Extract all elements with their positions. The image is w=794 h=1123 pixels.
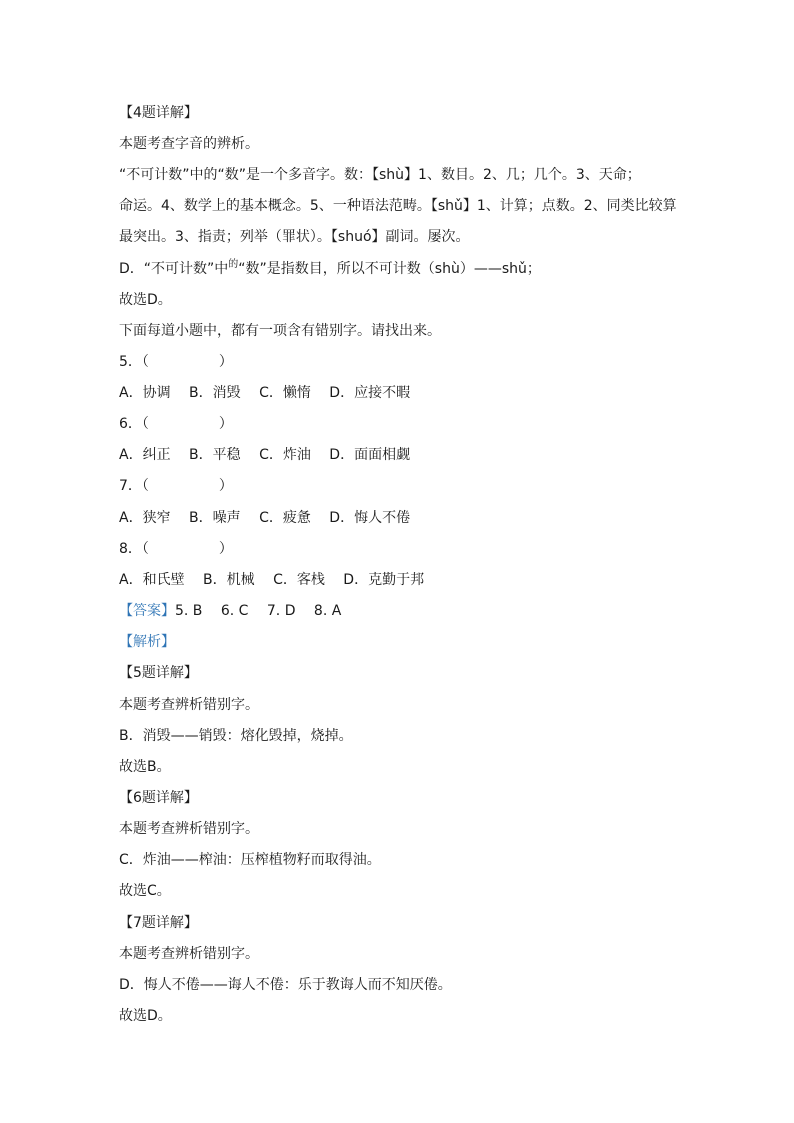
q7-explanation: D．悔人不倦——诲人不倦：乐于教诲人而不知厌倦。 — [119, 977, 452, 993]
q4-explanation-line-1: “不可计数”中的“数”是一个多音字。数：【shù】1、数目。2、几；几个。3、天命； — [119, 167, 641, 183]
q6-answer: 故选C。 — [119, 883, 171, 899]
q7-header: 【7题详解】 — [119, 915, 198, 931]
q5-intro: 本题考查辨析错别字。 — [119, 697, 259, 713]
question-5: 5．（ ） — [119, 354, 233, 370]
answer-line — [119, 602, 341, 620]
q6-explanation: C．炸油——榨油：压榨植物籽而取得油。 — [119, 852, 381, 868]
q4-header: 【4题详解】 — [119, 105, 198, 121]
analysis-label: 【解析】 — [119, 634, 175, 650]
q4-intro: 本题考查字音的辨析。 — [119, 136, 259, 152]
q4-line4-part-b: “数”是指数目，所以不可计数（shù）——shǔ； — [238, 261, 541, 277]
question-7-options: A．狭窄 B．噪声 C．疲惫 D．悔人不倦 — [119, 510, 411, 526]
q5-header: 【5题详解】 — [119, 665, 198, 681]
q4-explanation-line-3: 最突出。3、指责；列举（罪状）。【shuó】副词。屡次。 — [119, 229, 470, 245]
q5-answer: 故选B。 — [119, 759, 171, 775]
q7-intro: 本题考查辨析错别字。 — [119, 946, 259, 962]
answer-values: 5. B 6. C 7. D 8. A — [175, 603, 342, 619]
q7-answer: 故选D。 — [119, 1008, 172, 1024]
q4-explanation-line-2: 命运。4、数学上的基本概念。5、一种语法范畴。【shǔ】1、计算；点数。2、同类比较算 — [119, 198, 677, 214]
q6-header: 【6题详解】 — [119, 790, 198, 806]
question-6: 6．（ ） — [119, 416, 233, 432]
q4-line4-part-a: D．“不可计数”中 — [119, 261, 229, 277]
question-8-options: A．和氏壁 B．机械 C．客栈 D．克勤于邦 — [119, 572, 425, 588]
section-instructions: 下面每道小题中，都有一项含有错别字。请找出来。 — [119, 323, 441, 339]
q4-explanation-line-4 — [119, 260, 541, 280]
question-8: 8．（ ） — [119, 541, 233, 557]
q5-explanation: B．消毁——销毁：熔化毁掉，烧掉。 — [119, 728, 353, 744]
question-5-options: A．协调 B．消毁 C．懒惰 D．应接不暇 — [119, 385, 411, 401]
q4-answer: 故选D。 — [119, 292, 172, 308]
q4-line4-superscript: 的 — [228, 259, 239, 270]
question-6-options: A．纠正 B．平稳 C．炸油 D．面面相觑 — [119, 447, 411, 463]
q6-intro: 本题考查辨析错别字。 — [119, 821, 259, 837]
question-7: 7．（ ） — [119, 478, 233, 494]
answer-label: 【答案】 — [119, 603, 175, 619]
